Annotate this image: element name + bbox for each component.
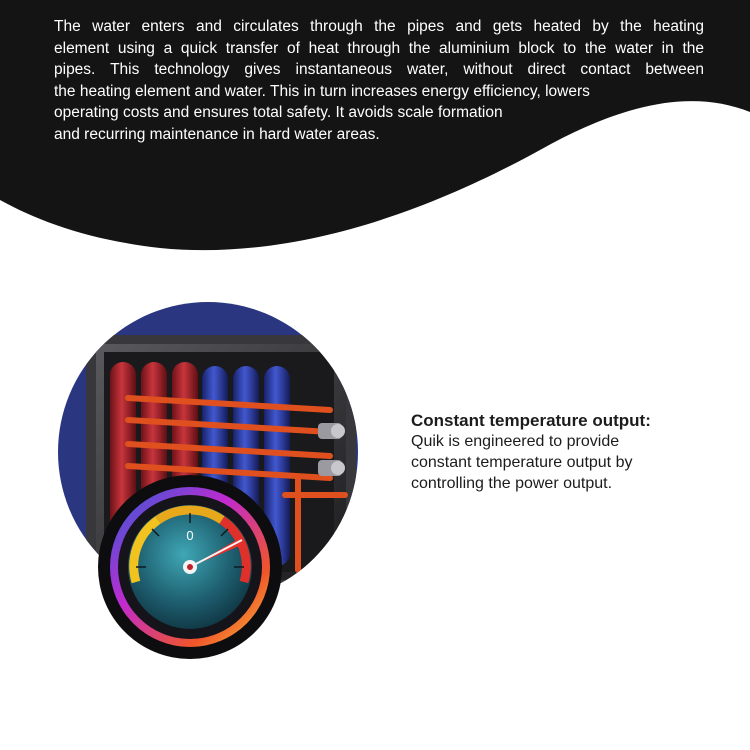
feature-description-line: controlling the power output. [411, 475, 613, 492]
feature-block [411, 410, 711, 494]
heater-illustration [55, 300, 365, 660]
intro-paragraph [54, 16, 704, 145]
intro-line: The water enters and circulates through the pipes and gets heated by the heating [54, 18, 704, 35]
intro-line: element using a quick transfer of heat through the aluminium block to the water in the [54, 39, 704, 57]
intro-line: and recurring maintenance in hard water areas. [54, 125, 380, 143]
gauge-dial [98, 475, 282, 659]
gauge-label: 0 [186, 528, 194, 543]
intro-line: operating costs and ensures total safety. It avoids scale formation [54, 104, 503, 121]
intro-line: pipes. This technology gives instantaneous water, without direct contact between [54, 61, 704, 78]
feature-description-line: Quik is engineered to provide [411, 433, 620, 450]
intro-line: the heating element and water. This in turn increases energy efficiency, lowers [54, 82, 590, 100]
feature-description-line: constant temperature output by [411, 454, 633, 471]
feature-title: Constant temperature output: [411, 411, 651, 430]
feature-description [411, 431, 711, 494]
